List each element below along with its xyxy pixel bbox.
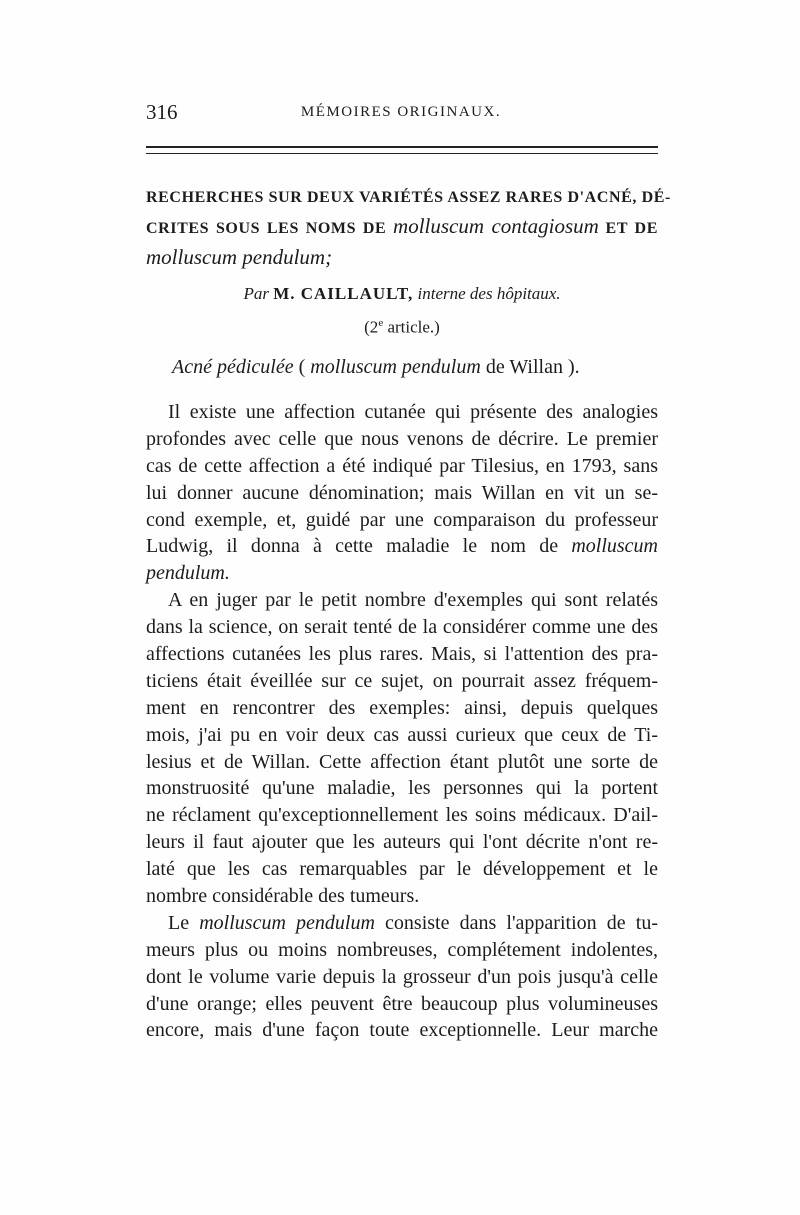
- text-line: lesius et de Willan. Cette affection étant plutôt une sorte de: [146, 750, 658, 773]
- title-line-2: CRITES SOUS LES NOMS DE molluscum contagiosum ET DE: [146, 214, 658, 238]
- title-line-3: molluscum pendulum;: [146, 245, 333, 269]
- header-rule-bottom: [146, 153, 658, 154]
- text-line: Le molluscum pendulum consiste dans l'apparition de tu-: [168, 911, 658, 934]
- text-line: cond exemple, et, guidé par une comparaison du professeur: [146, 508, 658, 531]
- text-line: cas de cette affection a été indiqué par Tilesius, en 1793, sans: [146, 454, 658, 477]
- title-line-1: RECHERCHES SUR DEUX VARIÉTÉS ASSEZ RARES D'ACNÉ, DÉ-: [146, 189, 671, 206]
- text-line: meurs plus ou moins nombreuses, complétement indolentes,: [146, 938, 658, 961]
- section-heading: Acné pédiculée ( molluscum pendulum de Willan ).: [172, 356, 580, 378]
- text-line: laté que les cas remarquables par le développement et le: [146, 858, 658, 881]
- text-line: Ludwig, il donna à cette maladie le nom de molluscum: [146, 535, 658, 558]
- text-line: affections cutanées les plus rares. Mais, si l'attention des pra-: [146, 643, 658, 666]
- author-name: M. CAILLAULT,: [273, 284, 414, 303]
- text-line: leurs il faut ajouter que les auteurs qui l'ont décrite n'ont re-: [146, 831, 658, 854]
- byline: Par M. CAILLAULT, interne des hôpitaux.: [243, 284, 561, 303]
- text-line: A en juger par le petit nombre d'exemples qui sont relatés: [168, 589, 658, 612]
- text-line: encore, mais d'une façon toute exceptionnelle. Leur marche: [146, 1019, 658, 1042]
- text-line: monstruosité qu'une maladie, les personnes qui la portent: [146, 777, 658, 800]
- text-line: profondes avec celle que nous venons de décrire. Le premier: [146, 427, 658, 450]
- text-line: ment en rencontrer des exemples: ainsi, depuis quelques: [146, 696, 658, 719]
- article-number: (2e article.): [364, 317, 440, 337]
- body-text: [146, 399, 658, 1044]
- text-line: ne réclament qu'exceptionnellement les soins médicaux. D'ail-: [146, 804, 658, 827]
- article-title: [146, 184, 671, 271]
- text-line: nombre considérable des tumeurs.: [146, 885, 420, 908]
- text-line: dont le volume varie depuis la grosseur d'un pois jusqu'à celle: [146, 965, 658, 988]
- text-line: lui donner aucune dénomination; mais Willan en vit un se-: [146, 481, 658, 504]
- text-line: pendulum.: [146, 562, 230, 585]
- text-line: dans la science, on serait tenté de la considérer comme une des: [146, 616, 658, 639]
- text-line: Il existe une affection cutanée qui présente des analogies: [168, 401, 658, 423]
- text-line: mois, j'ai pu en voir deux cas aussi curieux que ceux de Ti-: [146, 723, 658, 746]
- page-header: [146, 100, 656, 126]
- text-line: ticiens était éveillée sur ce sujet, on pourrait assez fréquem-: [146, 669, 658, 692]
- page-number: 316: [146, 100, 178, 124]
- running-title: MÉMOIRES ORIGINAUX.: [300, 104, 502, 120]
- header-rule-top: [146, 146, 658, 148]
- text-line: d'une orange; elles peuvent être beaucoup plus volumineuses: [146, 992, 658, 1015]
